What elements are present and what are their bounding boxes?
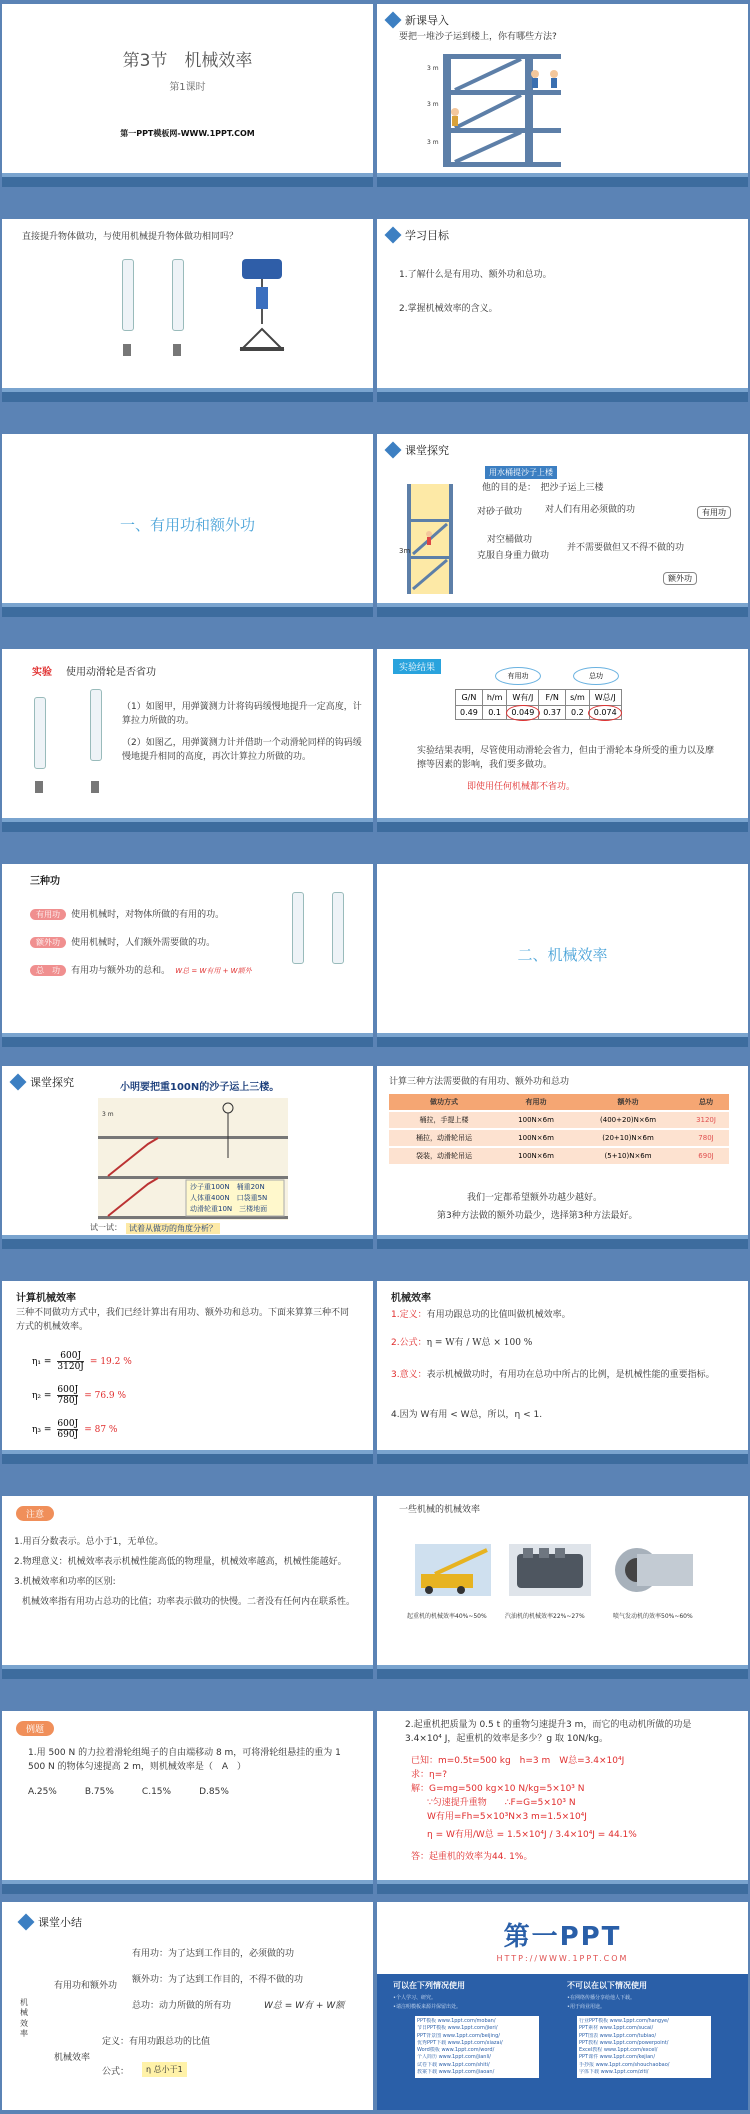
- table-cell: 袋装，动滑轮吊运: [389, 1147, 499, 1164]
- eq-fraction: [57, 1385, 78, 1406]
- machine-caption: 汽油机的机械效率22%~27%: [505, 1613, 585, 1620]
- def-title: 机械效率: [391, 1293, 431, 1304]
- footer-link[interactable]: PPT背景图 www.1ppt.com/beijing/: [417, 2032, 500, 2039]
- footer-link[interactable]: 优秀PPT下载 www.1ppt.com/xiazai/: [417, 2039, 503, 2046]
- header-label: 课堂探究: [405, 444, 449, 457]
- slide-bottom-bar: [2, 1450, 373, 1464]
- slide-notes: [2, 1496, 373, 1679]
- eq-den: 780J: [57, 1396, 79, 1406]
- table-header: W有/J: [507, 690, 539, 706]
- lesson-subtitle: 第1课时: [169, 82, 206, 93]
- solution-line: η = W有用/W总 = 1.5×10⁴J / 3.4×10⁴J = 44.1%: [427, 1830, 637, 1840]
- summary-formula: W总 = W有 + W额: [264, 2001, 345, 2011]
- summary-leaf: 公式：: [102, 2067, 130, 2077]
- results-text: 实验结果表明，尽管使用动滑轮会省力，但由于滑轮本身所受的重力以及摩擦等因素的影响，我们要多做功。: [417, 746, 715, 770]
- three-works-title: 三种功: [30, 876, 60, 887]
- diamond-icon: [385, 442, 402, 459]
- slide-header: [387, 442, 449, 458]
- slide-footer: [377, 1902, 748, 2110]
- footer-link[interactable]: 个人简历 www.1ppt.com/jianli/: [417, 2054, 491, 2061]
- stair-illustration: [407, 484, 453, 594]
- eq-lhs: η₂ =: [32, 1390, 52, 1401]
- data-line: 沙子重100N 桶重20N: [190, 1183, 265, 1191]
- eq-result: = 87 %: [84, 1424, 118, 1435]
- weight-block: [123, 344, 131, 356]
- jet-engine-photo: [607, 1544, 699, 1596]
- footer-link[interactable]: Excel教程 www.1ppt.com/excel/: [579, 2047, 658, 2053]
- table-header: 做功方式: [389, 1094, 499, 1111]
- slide-section-one: [2, 434, 373, 617]
- footer-link[interactable]: PPT图表 www.1ppt.com/tubiao/: [579, 2032, 657, 2039]
- work-item: 克服自身重力做功: [477, 551, 550, 561]
- slide-header: [387, 227, 449, 243]
- weight-block: [35, 781, 43, 793]
- table-header: 有用功: [499, 1094, 573, 1111]
- slide-bottom-bar: [2, 1665, 373, 1679]
- table-cell: 桶拉，动滑轮吊运: [389, 1129, 499, 1147]
- def-label: 3.意义：: [391, 1370, 427, 1380]
- spring-scale-illustration: [172, 259, 184, 331]
- results-table: [455, 689, 622, 720]
- slide-machine-examples: [377, 1496, 748, 1679]
- machine-caption: 起重机的机械效率40%~50%: [407, 1613, 487, 1620]
- table-header: G/N: [456, 690, 483, 706]
- example-question: 2.起重机把质量为 0.5 t 的重物匀速提升3 m，而它的电动机所做的功是 3.4×10⁴ J，起重机的效率是多少？g 取 10N/kg。: [405, 1720, 692, 1744]
- footer-link[interactable]: 行业PPT模板 www.1ppt.com/hangye/: [579, 2018, 669, 2024]
- header-label: 课堂探究: [30, 1076, 74, 1089]
- work-pill: 有用功: [30, 909, 66, 920]
- total-oval: 总功: [573, 667, 619, 685]
- def-text: η = W有 / W总 × 100 %: [426, 1338, 533, 1348]
- work-def: 使用机械时，人们额外需要做的功。: [71, 938, 216, 948]
- slide-bottom-bar: [2, 173, 373, 187]
- option: C.15%: [141, 1787, 172, 1797]
- methods-title: 计算三种方法需要做的有用功、额外功和总功: [389, 1077, 570, 1087]
- work-pill: 总 功: [30, 965, 66, 976]
- allowed-title: 可以在下列情况使用: [393, 1981, 465, 1990]
- table-cell: 0.1: [482, 706, 507, 720]
- work-item: 对空桶做功: [487, 535, 533, 545]
- slide-bottom-bar: [377, 1033, 748, 1047]
- forbidden-item: •用于商业用途。: [567, 2004, 605, 2010]
- floor-label: 3 m: [102, 1111, 114, 1118]
- spring-scale-illustration: [292, 892, 304, 964]
- header-label: 学习目标: [405, 229, 449, 242]
- purpose-text: 他的目的是： 把沙子运上三楼: [482, 483, 604, 493]
- work-def: 有用功与额外功的总和。: [71, 966, 171, 976]
- slide-three-methods: [377, 1066, 748, 1249]
- forbidden-title: 不可以在以下情况使用: [567, 1981, 647, 1990]
- section-title: 一、有用功和额外功: [119, 516, 255, 534]
- footer-link[interactable]: 试卷下载 www.1ppt.com/shiti/: [417, 2061, 490, 2068]
- footer-link[interactable]: 节日PPT模板 www.1ppt.com/jieri/: [417, 2025, 498, 2032]
- results-tag: 实验结果: [393, 659, 441, 674]
- footer-link[interactable]: PPT素材 www.1ppt.com/sucai/: [579, 2025, 654, 2032]
- site-label: 第一PPT模板网-WWW.1PPT.COM: [120, 129, 255, 138]
- methods-note: 第3种方法做的额外功最少，选择第3种方法最好。: [437, 1211, 638, 1221]
- table-cell: 100N×6m: [499, 1147, 573, 1164]
- table-header: 额外功: [573, 1094, 683, 1111]
- link-list: [415, 2016, 539, 2078]
- topic-tag: 用水桶提沙子上楼: [485, 466, 557, 479]
- slide-bottom-bar: [2, 603, 373, 617]
- header-label: 新课导入: [405, 14, 449, 27]
- footer-link[interactable]: PPT教程 www.1ppt.com/powerpoint/: [579, 2039, 669, 2046]
- diamond-icon: [385, 227, 402, 244]
- note-line: 3.机械效率和功率的区别:: [14, 1577, 116, 1587]
- summary-leaf: 定义：有用功跟总功的比值: [102, 2037, 211, 2047]
- table-cell: (20+10)N×6m: [573, 1129, 683, 1147]
- work-row: [30, 902, 224, 923]
- footer-link[interactable]: PPT课件 www.1ppt.com/kejian/: [579, 2054, 656, 2061]
- slide-three-works: [2, 864, 373, 1047]
- brand-logo: 第一PPT: [503, 1922, 622, 1952]
- summary-leaf: 总功：动力所做的所有功: [132, 2001, 232, 2011]
- slide-example-one: [2, 1711, 373, 1894]
- table-cell: 0.37: [539, 706, 566, 720]
- table-cell: (5+10)N×6m: [573, 1147, 683, 1164]
- solution-line: W有用=Fh=5×10³N×3 m=1.5×10⁴J: [427, 1812, 587, 1822]
- slide-header: [387, 12, 449, 28]
- table-header: 总功: [683, 1094, 729, 1111]
- footer-link[interactable]: 字体下载 www.1ppt.com/ziti/: [579, 2068, 649, 2075]
- slide-intro: [377, 4, 748, 187]
- machine-caption: 喷气发动机的效率50%~60%: [613, 1613, 693, 1620]
- calc-title: 计算机械效率: [16, 1293, 76, 1304]
- table-cell: (400+20)N×6m: [573, 1111, 683, 1129]
- solution-line: 解：G=mg=500 kg×10 N/kg=5×10³ N: [411, 1784, 585, 1794]
- example-question: 1.用 500 N 的力拉着滑轮组绳子的自由端移动 8 m，可将滑轮组悬挂的重为 1 500 N 的物体匀速提高 2 m，则机械效率是（ A ）: [28, 1748, 341, 1772]
- work-def: 使用机械时，对物体所做的有用的功。: [71, 910, 225, 920]
- forbidden-item: •在网络传播分享给他人下载。: [567, 1995, 635, 2001]
- results-conclusion: 即使用任何机械都不省功。: [467, 782, 576, 792]
- slide-title: [2, 4, 373, 187]
- def-label: 2.公式：: [391, 1338, 427, 1348]
- table-cell: 690J: [683, 1147, 729, 1164]
- work-row: [30, 930, 215, 951]
- crane-photo: [415, 1544, 491, 1596]
- efficiency-equation: [32, 1419, 117, 1440]
- slide-section-two: [377, 864, 748, 1047]
- def-line: [391, 1369, 731, 1383]
- diamond-icon: [10, 1074, 27, 1091]
- hint-label: 试一试：: [90, 1223, 122, 1232]
- def-line: [391, 1337, 532, 1351]
- engine-photo: [509, 1544, 591, 1596]
- floor-label: 3 m: [427, 65, 439, 72]
- slide-bottom-bar: [377, 1235, 748, 1249]
- spring-scale-illustration: [90, 689, 102, 761]
- table-cell: 100N×6m: [499, 1129, 573, 1147]
- diamond-icon: [18, 1914, 35, 1931]
- slide-goals: [377, 219, 748, 402]
- brand-url: HTTP://WWW.1PPT.COM: [496, 1954, 629, 1963]
- slide-bottom-bar: [377, 1880, 748, 1894]
- footer-link[interactable]: 手抄报 www.1ppt.com/shouchaobao/: [579, 2061, 670, 2068]
- slide-efficiency-def: [377, 1281, 748, 1464]
- work-pill: 额外功: [30, 937, 66, 948]
- option: B.75%: [84, 1787, 114, 1797]
- footer-link[interactable]: 教案下载 www.1ppt.com/jiaoan/: [417, 2068, 495, 2075]
- lesson-title: 第3节 机械效率: [122, 51, 253, 71]
- note-line: 机械效率指有用功占总功的比值；功率表示做功的快慢。二者没有任何内在联系性。: [22, 1597, 356, 1607]
- footer-link[interactable]: PPT模板 www.1ppt.com/moban/: [417, 2018, 496, 2024]
- slide-bottom-bar: [2, 818, 373, 832]
- problem-text: 小明要把重100N的沙子运上三楼。: [120, 1082, 280, 1093]
- slide-header: [20, 1914, 82, 1930]
- slide-bottom-bar: [2, 1235, 373, 1249]
- work-formula: W总 = W有用 + W额外: [175, 967, 252, 975]
- header-label: 课堂小结: [38, 1916, 82, 1929]
- slide-header: [12, 1074, 74, 1090]
- table-cell: 780J: [683, 1129, 729, 1147]
- def-line: 4.因为 W有用 < W总，所以，η < 1.: [391, 1410, 543, 1420]
- table-header: W总/J: [589, 690, 621, 706]
- solution-line: 已知：m=0.5t=500 kg h=3 m W总=3.4×10⁴J: [411, 1756, 625, 1766]
- experiment-title: 使用动滑轮是否省功: [66, 667, 156, 678]
- floor-label: 3 m: [427, 101, 439, 108]
- allowed-item: •个人学习、研究。: [393, 1995, 436, 2001]
- weight-block: [173, 344, 181, 356]
- eq-den: 690J: [57, 1430, 79, 1440]
- table-row: [389, 1129, 729, 1147]
- table-row: [389, 1147, 729, 1164]
- slide-sand-problem: [2, 1066, 373, 1249]
- experiment-step: （1）如图甲，用弹簧测力计将钩码缓慢地提升一定高度，计算拉力所做的功。: [122, 702, 362, 726]
- table-cell: 0.49: [456, 706, 483, 720]
- solution-line: ∵匀速提升重物 ∴F=G=5×10³ N: [427, 1798, 576, 1808]
- summary-root: 机械效率: [20, 1998, 28, 2039]
- table-cell: 桶拉，手提上楼: [389, 1111, 499, 1129]
- useful-oval: 有用功: [495, 667, 541, 685]
- work-desc: 并不需要做但又不得不做的功: [567, 543, 685, 553]
- def-line: [391, 1309, 571, 1323]
- table-header: h/m: [482, 690, 507, 706]
- option: D.85%: [199, 1787, 229, 1797]
- summary-branch: 有用功和额外功: [54, 1981, 118, 1991]
- eq-num: 600J: [57, 1385, 79, 1395]
- table-header: s/m: [566, 690, 590, 706]
- question-text: 直接提升物体做功，与使用机械提升物体做功相同吗？: [22, 232, 239, 242]
- eq-fraction: [57, 1419, 78, 1440]
- def-text: 表示机械做功时，有用功在总功中所占的比例，是机械性能的重要指标。: [426, 1370, 715, 1380]
- table-header: F/N: [539, 690, 566, 706]
- building-illustration: [425, 52, 565, 172]
- diamond-icon: [385, 12, 402, 29]
- summary-branch: 机械效率: [54, 2053, 91, 2063]
- note-pill: 注意: [16, 1506, 54, 1521]
- example-pill: 例题: [16, 1721, 54, 1736]
- slide-example-two: [377, 1711, 748, 1894]
- work-row: [30, 958, 252, 979]
- work-item: 对砂子做功: [477, 507, 523, 517]
- methods-table: [389, 1094, 729, 1164]
- slide-experiment: [2, 649, 373, 832]
- note-line: 2.物理意义：机械效率表示机械性能高低的物理量，机械效率越高，机械性能越好。: [14, 1557, 347, 1567]
- floor-label: 3m: [399, 547, 411, 555]
- example-options: [28, 1787, 229, 1797]
- def-text: 有用功跟总功的比值叫做机械效率。: [426, 1310, 571, 1320]
- spring-scale-illustration: [332, 892, 344, 964]
- slide-summary: [2, 1902, 373, 2110]
- allowed-item: •请注明模板来源并保留出处。: [393, 2004, 461, 2010]
- slide-explore-sand: [377, 434, 748, 617]
- option: A.25%: [28, 1787, 57, 1797]
- table-cell: 100N×6m: [499, 1111, 573, 1129]
- spring-scale-illustration: [34, 697, 46, 769]
- table-row: [389, 1111, 729, 1129]
- efficiency-equation: [32, 1385, 126, 1406]
- floor-label: 3 m: [427, 139, 439, 146]
- eq-result: = 19.2 %: [89, 1356, 132, 1367]
- slide-bottom-bar: [377, 388, 748, 402]
- eq-lhs: η₁ =: [32, 1356, 52, 1367]
- slide-bottom-bar: [377, 1665, 748, 1679]
- intro-question: 要把一堆沙子运到楼上，你有哪些方法?: [399, 32, 557, 42]
- slide-calc-efficiency: [2, 1281, 373, 1464]
- methods-note: 我们一定都希望额外功越少越好。: [467, 1193, 603, 1203]
- hint-text: 试着从做功的角度分析？: [126, 1223, 220, 1234]
- section-title: 二、机械效率: [517, 946, 608, 964]
- experiment-step: （2）如图乙，用弹簧测力计并借助一个动滑轮同样的钩码缓慢地提升相同的高度，再次计算拉力所做的功。: [122, 738, 362, 762]
- slide-question: [2, 219, 373, 402]
- examples-title: 一些机械的机械效率: [399, 1505, 481, 1515]
- table-cell: 0.2: [566, 706, 590, 720]
- summary-leaf: 额外功：为了达到工作目的，不得不做的功: [132, 1975, 304, 1985]
- eq-result: = 76.9 %: [84, 1390, 127, 1401]
- summary-leaf: 有用功：为了达到工作目的，必须做的功: [132, 1949, 295, 1959]
- eq-num: 600J: [57, 1351, 84, 1362]
- slide-bottom-bar: [2, 388, 373, 402]
- eq-num: 600J: [57, 1419, 79, 1429]
- slide-bottom-bar: [377, 1450, 748, 1464]
- spring-scale-illustration: [122, 259, 134, 331]
- slide-bottom-bar: [377, 603, 748, 617]
- data-line: 人体重400N 口袋重5N: [190, 1194, 268, 1202]
- footer-link[interactable]: Word模板 www.1ppt.com/word/: [417, 2047, 495, 2053]
- table-cell: 0.049: [507, 706, 539, 720]
- slide-bottom-bar: [377, 173, 748, 187]
- table-cell: 3120J: [683, 1111, 729, 1129]
- note-line: 1.用百分数表示。总小于1，无单位。: [14, 1537, 164, 1547]
- solution-line: 求：η=?: [411, 1770, 448, 1780]
- goal-item: 2.掌握机械效率的含义。: [399, 304, 498, 314]
- goal-item: 1.了解什么是有用功、额外功和总功。: [399, 270, 552, 280]
- crane-hoist-illustration: [232, 259, 292, 359]
- efficiency-equation: [32, 1351, 132, 1372]
- eq-den: 3120J: [57, 1362, 84, 1372]
- eq-lhs: η₃ =: [32, 1424, 52, 1435]
- table-cell: 0.074: [589, 706, 621, 720]
- weight-block: [91, 781, 99, 793]
- solution-line: 答：起重机的效率为44. 1%。: [411, 1852, 533, 1862]
- calc-text: 三种不同做功方式中，我们已经计算出有用功、额外功和总功。下面来算算三种不同方式的机械效率。: [16, 1308, 350, 1332]
- slide-bottom-bar: [2, 1033, 373, 1047]
- eq-fraction: [57, 1351, 84, 1372]
- experiment-label: 实验: [32, 667, 52, 678]
- data-line: 动滑轮重10N 三楼地面: [190, 1205, 268, 1213]
- slide-bottom-bar: [2, 1880, 373, 1894]
- extra-work-bubble: 额外功: [663, 572, 697, 585]
- work-desc: 对人们有用必须做的功: [545, 505, 636, 515]
- slide-bottom-bar: [377, 818, 748, 832]
- def-label: 1.定义：: [391, 1310, 427, 1320]
- link-list: [577, 2016, 711, 2078]
- slide-results: [377, 649, 748, 832]
- summary-formula-box: η 总小于1: [142, 2062, 187, 2077]
- useful-work-bubble: 有用功: [697, 506, 731, 519]
